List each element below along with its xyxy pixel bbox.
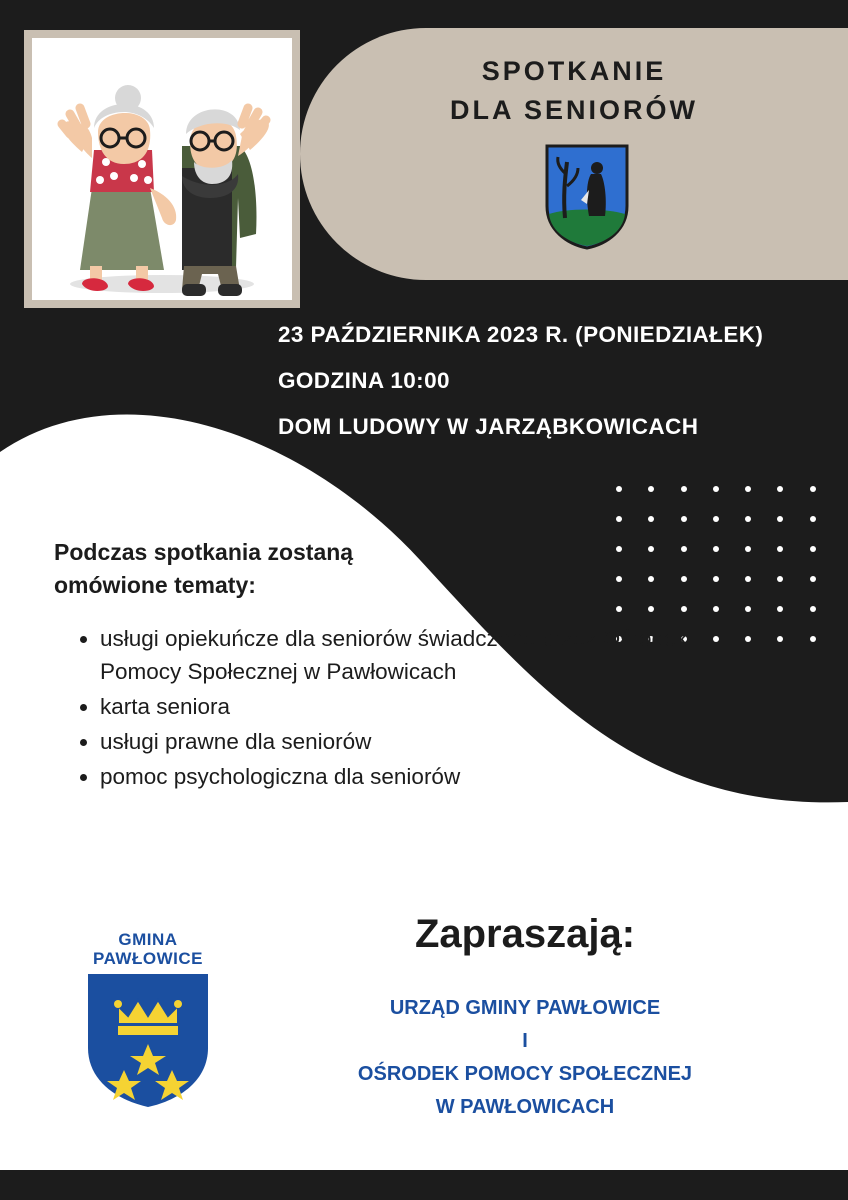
gmina-pawlowice-logo bbox=[78, 930, 218, 1115]
bottom-strip bbox=[0, 1170, 848, 1200]
invite-line-2: I bbox=[522, 1030, 528, 1052]
event-time: GODZINA 10:00 bbox=[278, 368, 450, 394]
list-item: • karta seniora bbox=[100, 690, 720, 723]
topics-heading bbox=[54, 536, 504, 601]
topics-heading-line2: omówione tematy: bbox=[54, 571, 256, 598]
invite-line-3: OŚRODEK POMOCY SPOŁECZNEJ bbox=[357, 1063, 693, 1085]
list-item: • pomoc psychologiczna dla seniorów bbox=[100, 760, 720, 793]
pawlowice-coat-of-arms-icon bbox=[84, 970, 212, 1110]
event-date: 23 PAŹDZIERNIKA 2023 R. (PONIEDZIAŁEK) bbox=[278, 322, 764, 347]
list-item: • usługi opiekuńcze dla seniorów świadczone przez Ośrodek Pomocy Społecznej w Pawłowicach bbox=[100, 622, 720, 688]
banner-title bbox=[320, 52, 828, 130]
banner-title-line2: DLA SENIORÓW bbox=[450, 95, 698, 126]
banner-title-line1: SPOTKANIE bbox=[481, 56, 667, 86]
gmina-logo-line1: GMINA bbox=[118, 930, 178, 949]
gmina-logo-text bbox=[78, 930, 218, 968]
invite-title: Zapraszają: bbox=[414, 912, 636, 956]
gmina-logo-line2: PAWŁOWICE bbox=[93, 949, 203, 969]
invite-line-4: W PAWŁOWICACH bbox=[435, 1096, 615, 1118]
event-place: DOM LUDOWY W JARZĄBKOWICACH bbox=[278, 414, 699, 440]
topics-heading-line1: Podczas spotkania zostaną bbox=[54, 539, 354, 565]
invite-line-1: URZĄD GMINY PAWŁOWICE bbox=[389, 997, 661, 1019]
seniors-photo-frame bbox=[24, 30, 300, 308]
invite-organizers bbox=[290, 992, 760, 1124]
list-item: • usługi prawne dla seniorów bbox=[100, 725, 720, 758]
jarzabkowice-coat-of-arms-icon bbox=[545, 144, 629, 250]
seniors-photo bbox=[32, 38, 292, 300]
event-details bbox=[278, 312, 848, 450]
topics-list bbox=[70, 622, 720, 795]
